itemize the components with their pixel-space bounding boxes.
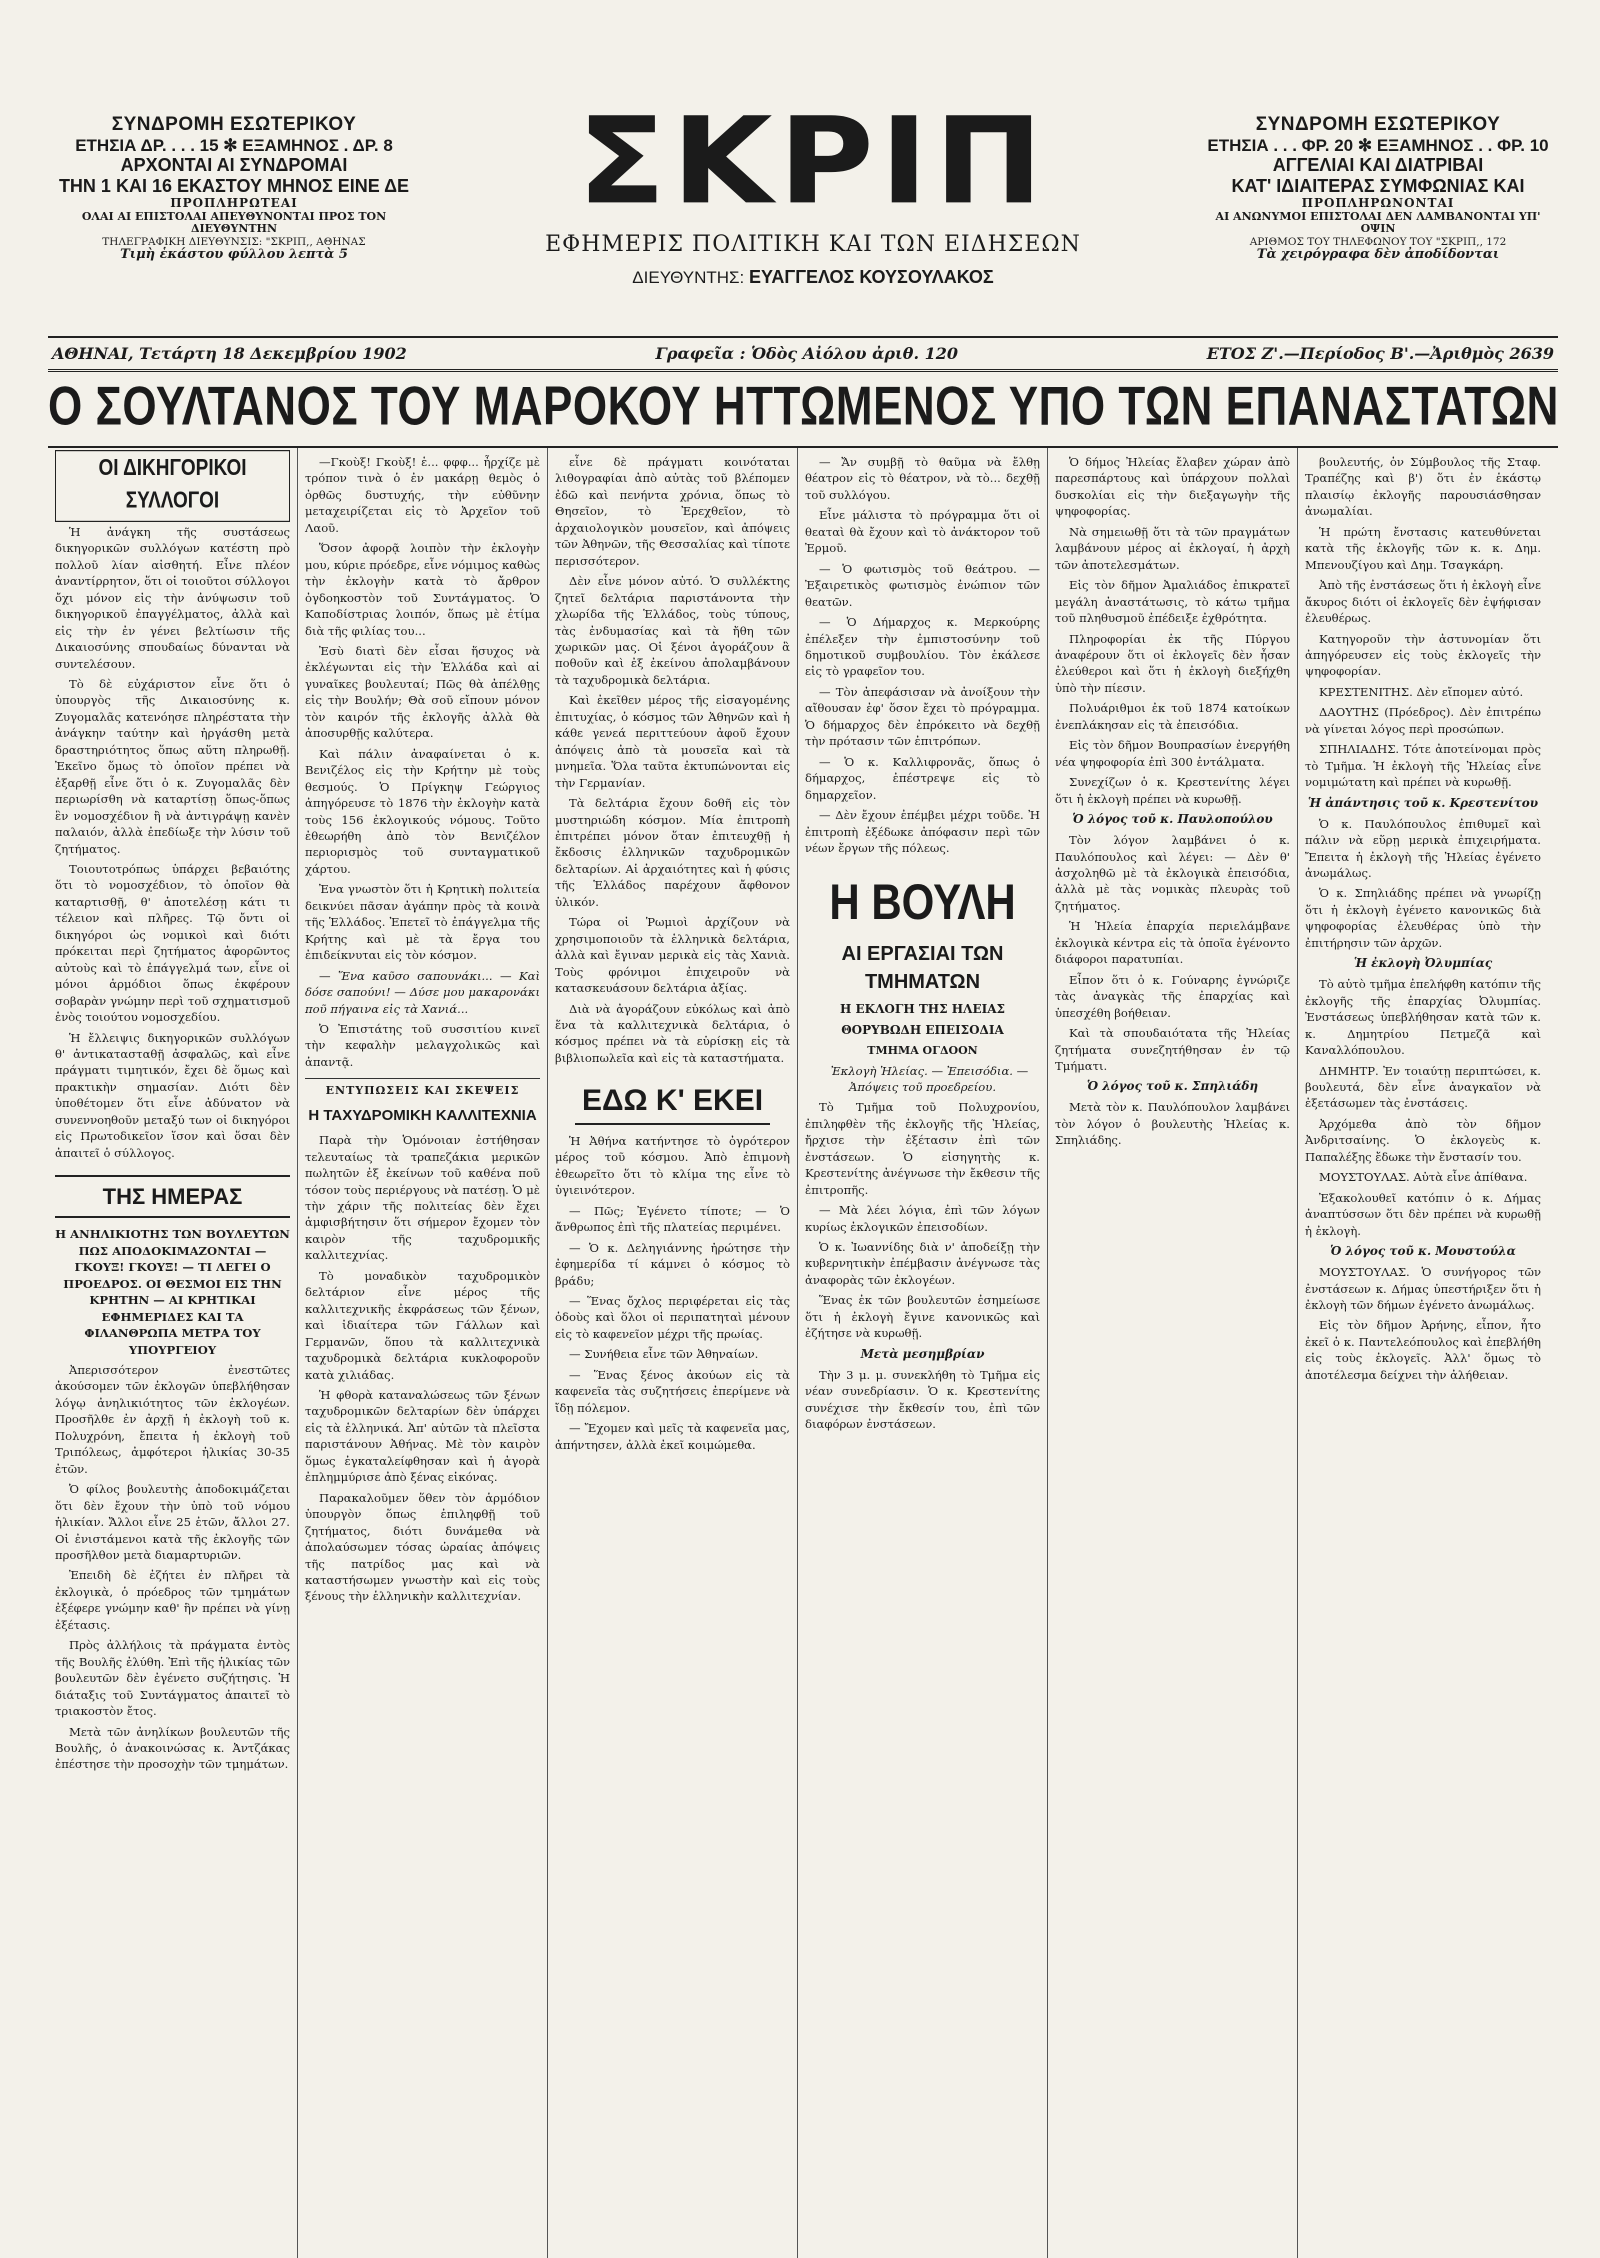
manuscripts-note: Τὰ χειρόγραφα δὲν ἀποδίδονται [1256,246,1500,262]
director-label: ΔΙΕΥΘΥΝΤΗΣ: [632,268,745,287]
section-label: Ὁ λόγος τοῦ κ. Μουστούλα [1330,1244,1516,1259]
column-2 [298,448,548,2258]
paragraph: Ἕνας ἐκ τῶν βουλευτῶν ἐσημείωσε ὅτι ἡ ἐκλογὴ ἔγινε κανονικῶς καὶ ἐζήτησε νὰ κυρωθῇ. [805,1293,1040,1341]
office-address: Γραφεῖα : Ὁδὸς Αἰόλου ἀριθ. 120 [655,344,958,363]
issue-price: Τιμὴ ἑκάστου φύλλου λεπτὰ 5 [120,246,348,262]
paragraph: — Ἔχομεν καὶ μεῖς τὰ καφενεῖα μας, ἀπήντησεν, ἀλλὰ ἐκεῖ κοιμώμεθα. [555,1421,790,1452]
section-label: ΕΝΤΥΠΩΣΕΙΣ ΚΑΙ ΣΚΕΨΕΙΣ [305,1078,540,1099]
paragraph: — Ὁ φωτισμὸς τοῦ θεάτρου. — Ἐξαιρετικὸς φωτισμὸς ἐνώπιον τῶν θεατῶν. [805,561,1040,609]
subscription-rates-right: ΕΤΗΣΙΑ . . . ΦΡ. 20 ✻ ΕΞΑΜΗΝΟΣ . . ΦΡ. 10 [1207,135,1549,155]
paragraph: Πολυάριθμοι ἐκ τοῦ 1874 κατοίκων ἐνεπλάκησαν εἰς τὰ ἐπεισόδια. [1055,701,1290,732]
paragraph: Ὁ δήμος Ἠλείας ἔλαβεν χώραν ἀπὸ παρεσπάρτους καὶ ὑπάρχουν πολλαὶ δυσκολίαι εἰς τὴν διεξαγωγὴν τῆς ψηφοφορίας. [1055,455,1290,519]
paragraph: Ἐξακολουθεῖ κατόπιν ὁ κ. Δήμας ἀναπτύσσων ὅτι δὲν πρέπει νὰ κυρωθῇ ἡ ἐκλογὴ. [1305,1190,1541,1238]
telegraph-address: ΤΗΛΕΓΡΑΦΙΚΗ ΔΙΕΥΘΥΝΣΙΣ: "ΣΚΡΙΠ,, ΑΘΗΝΑΣ [102,235,366,248]
dateline [48,336,1558,372]
paragraph: Ἡ Ἀθήνα κατήντησε τὸ ὀγρότερον μέρος τοῦ κόσμου. Ἀπὸ ἐπιμονὴ ἐθεωρεῖτο ὅτι τὸ κλίμα της εἶνε τὸ ὑγιεινότερον. [555,1133,790,1198]
section-title: ΤΗΣ ΗΜΕΡΑΣ [55,1175,290,1218]
paragraph: Νὰ σημειωθῇ ὅτι τὰ τῶν πραγμάτων λαμβάνουν μέρος αἱ ἐκλογαί, ἡ ἀρχὴ τῶν ἀποτελεσμάτων. [1055,524,1290,572]
paragraph: Τὸ αὐτὸ τμῆμα ἐπελήφθη κατόπιν τῆς ἐκλογῆς τῆς ἐπαρχίας Ὀλυμπίας. Ἐνστάσεως ὑπεβλήθησαν κατὰ τῶν κ. κ. Δημητρίου Πετμεζᾶ καὶ Καναλλόπουλου. [1305,977,1541,1058]
director-line [428,267,1198,288]
director-name: ΕΥΑΓΓΕΛΟΣ ΚΟΥΣΟΥΛΑΚΟΣ [749,267,994,287]
paragraph: Ἀρχόμεθα ἀπὸ τὸν δῆμον Ἀνδριτσαίνης. Ὁ ἐκλογεὺς κ. Παπαλέξης ἔδωκε τὴν ἔνστασίν του. [1305,1116,1541,1164]
paragraph: — Πῶς; Ἐγένετο τίποτε; — Ὁ ἄνθρωπος ἐπὶ τῆς πλατείας περιμένει. [555,1203,790,1235]
paragraph: Κατηγοροῦν τὴν ἀστυνομίαν ὅτι ἀπηγόρευσεν εἰς τοὺς ἐκλογεῖς τὴν ψηφοφορίαν. [1305,631,1541,679]
article-columns [48,446,1558,2258]
paragraph: Μετὰ τῶν ἀνηλίκων βουλευτῶν τῆς Βουλῆς, ὁ ἀνακοινώσας κ. Ἀντζάκας ἐπέστησε τὴν προσοχὴν τῶν τμημάτων. [55,1724,290,1772]
masthead-left-box [54,114,414,263]
main-headline: Ο ΣΟΥΛΤΑΝΟΣ ΤΟΥ ΜΑΡΟΚΟΥ ΗΤΤΩΜΕΝΟΣ ΥΠΟ ΤΩΝ ΕΠΑΝΑΣΤΑΤΩΝ [48,375,1559,437]
paragraph: Ἀπὸ τῆς ἐνστάσεως ὅτι ἡ ἐκλογὴ εἶνε ἄκυρος διότι οἱ ἐκλογεῖς δὲν ἐψήφισαν ἐλευθέρως. [1305,578,1541,626]
article-title: Η ΤΑΧΥΔΡΟΜΙΚΗ ΚΑΛΛΙΤΕΧΝΙΑ [308,1106,537,1124]
paragraph: Ἡ ἀνάγκη τῆς συστάσεως δικηγορικῶν συλλόγων κατέστη πρὸ πολλοῦ λίαν αἰσθητή. Εἶνε πλέον ἀναντίρρητον, ὅτι οἱ τοιοῦτοι σύλλογοι ὄχι μόνον εἰς τὴν ἀνύψωσιν τοῦ δικηγορικοῦ ἐπαγγέλματος, ἀλλὰ καὶ εἰς τὴν ἐν γένει βελτίωσιν τῆς Δικαιοσύνης σπουδαίως δύνανται νὰ συντελέσουν. [55,524,290,671]
subscription-start-date: ΤΗΝ 1 ΚΑΙ 16 ΕΚΑΣΤΟΥ ΜΗΝΟΣ ΕΙΝΕ ΔΕ [58,176,410,197]
column-6 [1298,448,1548,2258]
section-subheading: Η ΑΝΗΛΙΚΙΟΤΗΣ ΤΩΝ ΒΟΥΛΕΥΤΩΝ ΠΩΣ ΑΠΟΔΟΚΙΜΑΖΟΝΤΑΙ — ΓΚΟΥΞ! ΓΚΟΥΞ! — ΤΙ ΛΕΓΕΙ Ο ΠΡΟΕΔΡΟΣ. ΟΙ ΘΕΣΜΟΙ ΕΙΣ ΤΗΝ ΚΡΗΤΗΝ — ΑΙ ΚΡΗΤΙΚΑΙ ΕΦΗΜΕΡΙΔΕΣ ΚΑΙ ΤΑ ΦΙΛΑΝΘΡΩΠΑ ΜΕΤΡΑ ΤΟΥ ΥΠΟΥΡΓΕΙΟΥ [55,1227,290,1357]
paragraph: Τὸ δὲ εὐχάριστον εἶνε ὅτι ὁ ὑπουργὸς τῆς Δικαιοσύνης κ. Ζυγομαλᾶς κατενόησε πληρέστατα τὴν ἀνάγκην ταύτην καὶ ἠργάσθη μετὰ δραστηριότητος ὅπως αὕτη πληρωθῇ. Ἐκεῖνο ὅμως τὸ ὁποῖον πρέπει νὰ ἐξαρθῇ εἶνε ὅτι ὁ κ. Ζυγομαλᾶς δὲν περιωρίσθη νὰ καταρτίσῃ ὅπως-ὅπως ἓν νομοσχέδιον ἢ νὰ ἀντιγράψῃ κανὲν παλαιόν, ἀλλὰ ἐπεδίωξε τὴν λύσιν τοῦ ζητήματος. [55,677,290,856]
paragraph: Εἶπον ὅτι ὁ κ. Γούναρης ἐγνώριζε τὰς ἀναγκὰς τῆς ἐπαρχίας καὶ ὑπεσχέθη βοήθειαν. [1055,972,1290,1020]
masthead-right-box [1198,114,1558,263]
column-1 [48,448,298,2258]
section-subtitle: ΘΟΡΥΒΩΔΗ ΕΠΕΙΣΟΔΙΑ [841,1022,1004,1037]
paragraph: — Ἕνας ὄχλος περιφέρεται εἰς τὰς ὁδοὺς καὶ ὅλοι οἱ περιπατηταὶ μένουν εἰς τὸ καφενεῖον μέχρι τῆς πρωίας. [555,1293,790,1341]
paragraph: —Γκοὺξ! Γκοὺξ! ἑ... φφφ... ἦρχίζε μὲ τρόπον τινὰ ὁ ἐν μακάρῃ θεμὸς ὁ ὀρθῶς δυστυχής, τὴν εὐθῦνην μεταχειρίζεται εἰς τὸ Ἀρχεῖον τοῦ Λαοῦ. [305,455,540,535]
paragraph: Καὶ πάλιν ἀναφαίνεται ὁ κ. Βενιζέλος εἰς τὴν Κρήτην μὲ τοὺς θεσμούς. Ὁ Πρίγκηψ Γεώργιος ἀπηγόρευσε τὸ 1876 τὴν ἐκλογὴν κατὰ τοὺς 156 ἐκλογικούς νόμους. Τοῦτο ἐθεωρήθη ἀπὸ τὸν Βενιζέλον περιορισμὸς τοῦ συνταγματικοῦ χάρτου. [305,746,540,876]
paragraph: εἶνε δὲ πράγματι κοινόταται λιθογραφίαι ἀπὸ αὐτὰς τοῦ βλέπομεν ἐδῶ καὶ πενήντα χρόνια, ὅπως τὸ Θησεῖον, τὸ Ἐρεχθεῖον, τὸ ἀρχαιολογικὸν μουσεῖον, καὶ ἀπόψεις τῶν Ἀθηνῶν, τῆς Θεσσαλίας καὶ τίποτε περισσότερον. [555,455,790,568]
paragraph: Ἐνα γνωστὸν ὅτι ἡ Κρητικὴ πολιτεία δεικνύει πᾶσαν ἀγάπην πρὸς τὰ κοινὰ τῆς Ἑλλάδος. Ἐπετεῖ τὸ ἐπάγγελμα τῆς Κρήτης καὶ μὲ τὰ ἔργα του ἐπιδείκνυται εἰς τὸν κόσμον. [305,882,540,963]
paragraph: ΔΗΜΗΤΡ. Ἐν τοιαύτῃ περιπτώσει, κ. βουλευτά, δὲν εἶνε ἀναγκαῖον νὰ ἐξετάσωμεν τὰς ἐνστάσεις. [1305,1063,1541,1111]
paragraph: — Ὁ κ. Δεληγιάννης ἠρώτησε τὴν ἐφημερίδα τί κάμνει ὁ κόσμος τὸ βράδυ; [555,1240,790,1288]
paragraph: ΚΡΕΣΤΕΝΙΤΗΣ. Δὲν εἴπομεν αὐτό. [1319,684,1524,699]
paragraph: Εἶνε μάλιστα τὸ πρόγραμμα ὅτι οἱ θεαταὶ θὰ ἔχουν καὶ τὸ ἀνάκτορον τοῦ Ἐρμοῦ. [805,508,1040,556]
paragraph: Πληροφορίαι ἐκ τῆς Πύργου ἀναφέρουν ὅτι οἱ ἐκλογεῖς δὲν ἦσαν ἐλεύθεροι καὶ ὅτι ἡ ἐκλογὴ διεξήχθη ὑπὸ τὴν πίεσιν. [1055,631,1290,695]
paragraph: Τὸ μοναδικὸν ταχυδρομικὸν δελτάριον εἶνε μέρος τῆς καλλιτεχνικῆς ἐκφράσεως τῶν ξένων, καὶ ἰδιαίτερα τῶν Γάλλων καὶ Γερμανῶν, ὅπου τὰ καλλιτεχνικὰ ταχυδρομικὰ δελτάρια κυκλοφοροῦν κατὰ χιλιάδας. [305,1268,540,1382]
section-title: ΕΔΩ Κ' ΕΚΕΙ [575,1080,770,1125]
section-label: Ὁ λόγος τοῦ κ. Σπηλιάδη [1086,1079,1259,1094]
paragraph: Τὴν 3 μ. μ. συνεκλήθη τὸ Τμῆμα εἰς νέαν συνεδρίασιν. Ὁ κ. Κρεστενίτης συνέχισε τὴν ἔκθεσίν του, ἐπὶ τῶν διαφόρων ἐνστάσεων. [805,1367,1040,1432]
subscription-rates: ΕΤΗΣΙΑ ΔΡ. . . . 15 ✻ ΕΞΑΜΗΝΟΣ . ΔΡ. 8 [75,135,393,155]
paragraph: — Ὁ Δήμαρχος κ. Μερκούρης ἐπέλεξεν τὴν ἐμπιστοσύνην τοῦ δημοτικοῦ συμβουλίου. Τὸν ἐκάλεσε εἰς τὸ γραφεῖον του. [805,615,1040,679]
prepaid-note-right: ΠΡΟΠΛΗΡΩΝΟΝΤΑΙ [1301,195,1455,210]
paragraph: Ὁ κ. Παυλόπουλος ἐπιθυμεῖ καὶ πάλιν νὰ εὕρῃ μερικὰ ἐπιχειρήματα. Ἔπειτα ἡ ἐκλογὴ τῆς Ἠλείας ἐγένετο ἀνωμάλως. [1305,816,1541,880]
paragraph: — Μὰ λέει λόγια, ἐπὶ τῶν λόγων κυρίως ἐκλογικῶν ἐπεισοδίων. [805,1203,1040,1234]
section-label: ΤΜΗΜΑ ΟΓΔΟΟΝ [867,1043,978,1057]
ads-heading: ΑΓΓΕΛΙΑΙ ΚΑΙ ΔΙΑΤΡΙΒΑΙ [1272,155,1484,176]
paragraph: Συνεχίζων ὁ κ. Κρεστενίτης λέγει ὅτι ἡ ἐκλογὴ πρέπει νὰ κυρωθῇ. [1055,775,1290,806]
paragraph: Τὰ δελτάρια ἔχουν δοθῆ εἰς τὸν μυστηριώδη κόσμον. Μία ἐπιτροπὴ ἐπιτρέπει μόνον ὅταν ἐπιτευχθῇ ἡ ἔκδοσις ἑλληνικῶν ταχυδρομικῶν δελταρίων. Αἱ ἀρχαιότητες καὶ ἡ φύσις τῆς Ἑλλάδος παρέχουν ἄφθονον ὑλικόν. [555,796,790,909]
paragraph: ΔΑΟΥΤΗΣ (Πρόεδρος). Δὲν ἐπιτρέπω νὰ γίνεται λόγος περὶ προσώπων. [1305,705,1541,736]
issue-number: ΕΤΟΣ Ζ'.—Περίοδος Β'.—Ἀριθμὸς 2639 [1206,344,1554,363]
paragraph: Ἡ ἔλλειψις δικηγορικῶν συλλόγων θ' ἀντικατασταθῇ ἀσφαλῶς, καὶ εἶνε πράγματι τιμητικόν, ἔχει δὲ ὅμως καὶ πρακτικὴν σημασίαν. Διότι δὲν ὑποθέτομεν ὅτι εἶνε ἀδύνατον νὰ συνεννοηθοῦν μεταξύ των οἱ δικηγόροι εἰς Πρωτοδικεῖον ἵσον καὶ ὅσαι δὲν ἀπαιτεῖ ὁ σύλλογος. [55,1030,290,1160]
paragraph: — Ἕνας ξένος ἀκούων εἰς τὰ καφενεῖα τὰς συζητήσεις ἐπερίμενε νὰ ἴδῃ πόλεμον. [555,1367,790,1415]
paragraph: Ἐσὺ διατὶ δὲν εἶσαι ἥσυχος νὰ ἐκλέγωνται εἰς τὴν Ἑλλάδα καὶ αἱ γυναῖκες βουλευταί; Πῶς θὰ ἀπέλθῃς εἰς τὴν Βουλήν; Θὰ σοῦ εἴπουν μόνον τὸν καιρόν τῆς ἐκλογῆς ἀλλὰ θὰ ἀποσυρθῇς καλύτερα. [305,643,540,741]
paragraph: Μετὰ τὸν κ. Παυλόπουλον λαμβάνει τὸν λόγον ὁ βουλευτὴς Ἠλείας κ. Σπηλιάδης. [1055,1100,1290,1148]
paragraph: Ὁ κ. Σπηλιάδης πρέπει νὰ γνωρίζῃ ὅτι ἡ ἐκλογὴ ἐγένετο κανονικῶς διὰ ψηφοφορίας ἐλευθέρας ὑπὸ τὴν ἐπιτήρησιν τῶν ἀρχῶν. [1305,886,1541,950]
paragraph: Διὰ νὰ ἀγοράζουν εὐκόλως καὶ ἀπὸ ἕνα τὰ καλλιτεχνικὰ δελτάρια, ὁ κόσμος πρέπει νὰ τὰ εὑρίσκῃ εἰς τὰ βιβλιοπωλεῖα καὶ εἰς τὰ καταστήματα. [555,1001,790,1065]
subscription-heading-right: ΣΥΝΔΡΟΜΗ ΕΣΩΤΕΡΙΚΟΥ [1255,114,1501,135]
paragraph: Εἰς τὸν δῆμον Ἀμαλιάδος ἐπικρατεῖ μεγάλη ἀναστάτωσις, τὸ κάτω τμῆμα τοῦ πληθυσμοῦ ἐπέδειξε ἐχθρότητα. [1055,578,1290,626]
column-5 [1048,448,1298,2258]
column-4 [798,448,1048,2258]
section-subtitle: Η ΕΚΛΟΓΗ ΤΗΣ ΗΛΕΙΑΣ [839,1001,1006,1016]
paragraph: Καὶ τὰ σπουδαιότατα τῆς Ἠλείας ζητήματα συνεζητήθησαν ἐν τῷ Τμήματι. [1055,1026,1290,1073]
verse: — Ἕνα καῦσο σαπουνάκι... — Καὶ δόσε σαπούνι! — Δύσε μου μακαρονάκι ποῦ πήγαινα εἰς τὰ Χανιά... [305,968,540,1016]
paragraph: Εἰς τὸν δῆμον Βουπρασίων ἐνεργήθη νέα ψηφοφορία ἐπὶ 300 ἐντάλματα. [1055,738,1290,769]
prepaid-note: ΠΡΟΠΛΗΡΩΤΕΑΙ [170,195,298,210]
paragraph: Τοιουτοτρόπως ὑπάρχει βεβαιότης ὅτι τὸ νομοσχέδιον, τὸ ὁποῖον θὰ καταρτισθῇ, θ' ἀποτελέσῃ κάτι τι τέλειον καὶ πλῆρες. Τῷ ὄντι οἱ δικηγόροι ὡς νομικοὶ καὶ διότι πρόκειται περὶ ζητήματος ἀφορῶντος αὐτοὺς καὶ τὸ ἐπάγγελμά των, εἶνε οἱ μόνοι ἁρμόδιοι ὅπως ἐκφέρουν σοβαρὰν γνώμην περὶ τοῦ σχηματισμοῦ ἑνὸς τοιούτου νομοσχεδίου. [55,862,290,1025]
newspaper-logo: ΣΚΡΙΠ [577,91,1049,231]
paragraph: Ἐπειδὴ δὲ ἐζήτει ἐν πλῆρει τὰ ἐκλογικὰ, ὁ πρόεδρος τῶν τμημάτων ἐξέφερε γνώμην καθ' ἣν πρέπει νὰ γίνῃ ἐξέτασις. [55,1568,290,1632]
paragraph: Δὲν εἶνε μόνον αὐτό. Ὁ συλλέκτης ζητεῖ δελτάρια παριστάνοντα τὴν χλωρίδα τῆς Ἑλλάδος, τοὺς τύπους, τὰς ἐνδυμασίας καὶ τὰ ἤθη τῶν χωρικῶν μας. Οἱ ξένοι ἀγοράζουν ἃ ποθοῦν καὶ ἐξ ἐκείνου ἀπολαμβάνουν τὰ ταχυδρομικὰ δελτάρια. [555,574,790,687]
article-title: ΟΙ ΔΙΚΗΓΟΡΙΚΟΙ ΣΥΛΛΟΓΟΙ [55,450,290,522]
paragraph: Εἰς τὸν δῆμον Ἀρήνης, εἶπον, ἦτο ἐκεῖ ὁ κ. Παντελεόπουλος καὶ ἐπεβλήθη εἰς τοὺς ἐκλογεῖς. Ἀλλ' ὅμως τὸ ἀποτέλεσμα δείχνει τὴν ἀλήθειαν. [1305,1318,1541,1382]
subscription-heading: ΣΥΝΔΡΟΜΗ ΕΣΩΤΕΡΙΚΟΥ [111,114,357,135]
paragraph: Παρὰ τὴν Ὁμόνοιαν ἐστήθησαν τελευταίως τὰ τραπεζάκια μερικῶν πωλητῶν ἐξ ἐκείνων τοῦ καθένα ποῦ τόσον τοὺς περιέργους νὰ πατέσῃ. Ὁ μὲ τὴν χάριν τῆς πολιτείας δὲν ἔχει ἀμφισβήτησιν ὅτι σήμερον ἔχομεν τὸν καιρὸν τῆς ταχυδρομικῆς καλλιτεχνίας. [305,1133,540,1263]
paragraph: ΣΠΗΛΙΑΔΗΣ. Τότε ἀποτείνομαι πρὸς τὸ Τμῆμα. Ἡ ἐκλογὴ τῆς Ἠλείας εἶνε νομιμώτατη καὶ πρέπει νὰ κυρωθῇ. [1305,742,1541,790]
paragraph: Τὸν λόγον λαμβάνει ὁ κ. Παυλόπουλος καὶ λέγει: — Δὲν θ' ἀσχοληθῶ μὲ τὰ ἐκλογικὰ ἐπεισόδια, ἀλλὰ μὲ τὰς νομικὰς πλευρὰς τοῦ ζητήματος. [1055,833,1290,913]
paragraph: Ὁ κ. Ἰωαννίδης διὰ ν' ἀποδείξῃ τὴν κυβερνητικὴν ἐπέμβασιν ἀνέγνωσε τὰς ἀναφορὰς τῶν ἐκλογέων. [805,1240,1040,1287]
paragraph: βουλευτής, ὁν Σύμβουλος τῆς Σταφ. Τραπέζης καὶ β') ὅτι ἐν ἑκάστῳ πλαισίῳ ἐκλογῆς παρουσιάσθησαν ἀνωμαλίαι. [1305,455,1541,519]
paragraph: Ἡ πρώτη ἔνστασις κατευθύνεται κατὰ τῆς ἐκλογῆς τῶν κ. κ. Δημ. Μπενουζίγου καὶ Δημ. Τσαγκάρη. [1305,524,1541,572]
paragraph: — Ἄν συμβῇ τὸ θαῦμα νὰ ἔλθῃ θέατρον εἰς τὸ θέατρον, νὰ τὸ... δεχθῇ τοῦ συλλόγου. [805,455,1040,502]
paragraph: — Ὁ κ. Καλλιφρονᾶς, ὅπως ὁ δήμαρχος, ἐπέστρεψε εἰς τὸ δημαρχεῖον. [805,754,1040,802]
paragraph: ΜΟΥΣΤΟΥΛΑΣ. Ὁ συνήγορος τῶν ἐνστάσεων κ. Δήμας ὑπεστήριξεν ὅτι ἡ ἐκλογὴ τῶν δήμων ἐγένετο ἀνωμάλως. [1305,1265,1541,1313]
paragraph: ΜΟΥΣΤΟΥΛΑΣ. Αὐτὰ εἶνε ἀπίθανα. [1319,1170,1528,1185]
column-3 [548,448,798,2258]
paragraph: Ὅσον ἀφορᾷ λοιπὸν τὴν ἐκλογὴν μου, κύριε πρόεδρε, εἶνε νόμιμος καθὼς τὴν ἐκλογὴν κατὰ τὸ ἄρθρον ὀγδοηκοστὸν τοῦ Συντάγματος. Ὁ Καποδίστριας λοιπόν, ὅπως μὲ ἐτίμα διὰ τῆς φιλίας του... [305,541,540,638]
letters-note: ΟΛΑΙ ΑΙ ΕΠΙΣΤΟΛΑΙ ΑΠΕΥΘΥΝΟΝΤΑΙ ΠΡΟΣ ΤΟΝ ΔΙΕΥΘΥΝΤΗΝ [81,209,387,236]
masthead [48,91,1558,336]
paragraph: Τὸ Τμῆμα τοῦ Πολυχρονίου, ἐπιληφθὲν τῆς ἐκλογῆς τῆς Ἠλείας, ἤρχισε τὴν ἐξέτασιν ἐπὶ τῶν ἐνστάσεων. Ὁ εἰσηγητὴς κ. Κρεστενίτης ἀνέγνωσε τὴν ἔκθεσιν τῆς ἐπιτροπῆς. [805,1100,1040,1197]
title-block [428,91,1198,288]
paragraph: Παρακαλοῦμεν ὅθεν τὸν ἁρμόδιον ὑπουργὸν ὅπως ἐπιληφθῇ τοῦ ζητήματος, διότι δυνάμεθα νὰ ἀπολαύσωμεν τόσας ὡραίας ἀπόψεις τῆς πατρίδος μας καὶ νὰ καταστήσωμεν γνωστὴν καὶ εἰς τοὺς ξένους τὴν ἑλληνικὴν καλλιτεχνίαν. [305,1490,540,1604]
newspaper-subtitle: ΕΦΗΜΕΡΙΣ ΠΟΛΙΤΙΚΗ ΚΑΙ ΤΩΝ ΕΙΔΗΣΕΩΝ [545,232,1081,257]
section-label: Μετὰ μεσημβρίαν [860,1346,985,1361]
paragraph: Τώρα οἱ Ῥωμιοὶ ἀρχίζουν νὰ χρησιμοποιοῦν τὰ ἑλληνικὰ δελτάρια, ἀλλὰ καὶ ἔγιναν μερικὰ εἰς τὰς Χανιὰ. Τοὺς φρόνιμοι ἐπιχειροῦν νὰ κατασκευάσουν δελτάρια ἀξίας. [555,915,790,996]
section-label: Ἡ ἀπάντησις τοῦ κ. Κρεστενίτου [1307,795,1539,810]
paragraph: — Δὲν ἔχουν ἐπέμβει μέχρι τοῦδε. Ἠ ἐπιτροπὴ ἐξέδωκε ἀπόφασιν περὶ τῶν νέων ἔργων τῆς πόλεως. [805,808,1040,855]
paragraph: — Συνήθεια εἶνε τῶν Ἀθηναίων. [569,1347,759,1362]
section-title: Η ΒΟΥΛΗ [829,873,1016,931]
section-label: Ἡ ἐκλογὴ Ὀλυμπίας [1353,956,1493,971]
section-label: Ὁ λόγος τοῦ κ. Παυλοπούλου [1072,812,1273,827]
phone-number: ΑΡΙΘΜΟΣ ΤΟΥ ΤΗΛΕΦΩΝΟΥ ΤΟΥ "ΣΚΡΙΠ,, 172 [1249,235,1507,248]
paragraph: — Τὸν ἀπεφάσισαν νὰ ἀνοίξουν τὴν αἴθουσαν ἐφ' ὅσον ἔχει τὸ πρόγραμμα. Ὁ δήμαρχος δὲν ἐπρόκειτο νὰ δεχθῇ τὴν πρότασιν τῶν ἐπιτρόπων. [805,684,1040,749]
paragraph: Ἐκλογὴ Ἠλείας. — Ἐπεισόδια. — Ἀπόψεις τοῦ προεδρείου. [830,1063,1029,1094]
paragraph: Καὶ ἐκεῖθεν μέρος τῆς εἰσαγομένης ἐπιτυχίας, ὁ κόσμος τῶν Ἀθηνῶν καὶ ἡ κάθε γενεά περιττεύουν ἀφοῦ ἔχουν ἀπόψεις ἀπὸ τὰ μουσεῖα καὶ τὰ μνημεῖα. Ὅλα ταῦτα ἐκτυπώνονται εἰς τὴν Γερμανίαν. [555,693,790,790]
paragraph: Πρὸς ἀλλήλοις τὰ πράγματα ἐντὸς τῆς Βουλῆς ἐλύθη. Ἐπὶ τῆς ἡλικίας τῶν βουλευτῶν δὲν ἐγένετο συζήτησις. Ἡ διάταξις τοῦ Συντάγματος ἀπαιτεῖ τὸ τριακοστὸν ἔτος. [55,1638,290,1719]
paragraph: Ἡ Ἠλεία ἐπαρχία περιελάμβανε ἐκλογικὰ κέντρα εἰς τὰ ὁποῖα ἐγένοντο διάφοροι παρατυπίαι. [1055,919,1290,967]
paragraph: Ὁ Ἐπιστάτης τοῦ συσσιτίου κινεῖ τὴν κεφαλὴν μελαγχολικῶς καὶ ἀπαντᾷ. [305,1021,540,1069]
paragraph: Ἡ φθορὰ καταναλώσεως τῶν ξένων ταχυδρομικῶν δελταρίων δὲν ὑπάρχει εἰς τὰ ἑλληνικά. Ἀπ' αὐτῶν τὰ πλεῖστα παριστάνουν Ἀθήνας. Μὲ τὸν καιρὸν ὅμως ἐγκαταλείφθησαν καὶ ἡ ἀγορὰ ἐπλημμύρισε ἀπὸ ξένας εἰκόνας. [305,1388,540,1485]
anonymous-letters-note: ΑΙ ΑΝΩΝΥΜΟΙ ΕΠΙΣΤΟΛΑΙ ΔΕΝ ΛΑΜΒΑΝΟΝΤΑΙ ΥΠ' ΟΨΙΝ [1215,209,1541,236]
subscription-start: ΑΡΧΟΝΤΑΙ ΑΙ ΣΥΝΔΡΟΜΑΙ [120,155,348,176]
issue-date: ΑΘΗΝΑΙ, Τετάρτη 18 Δεκεμβρίου 1902 [52,344,407,363]
paragraph: Ὁ φίλος βουλευτὴς ἀποδοκιμάζεται ὅτι δὲν ἔχουν τὴν ὑπὸ τοῦ νόμου ἡλικίαν. Ἄλλοι εἶνε 25 ἐτῶν, ἄλλοι 27. Οἱ ἐνιστάμενοι κατὰ τῆς ἐκλογῆς τῶν προσῆλθον μετὰ διαμαρτυριῶν. [55,1482,290,1562]
paragraph: Ἀπερισσότερον ἐνεστῶτες ἀκούσομεν τῶν ἐκλογῶν ὑπεβλήθησαν λόγῳ ἀνηλικιότητος τῶν ἐκλογέων. Προσῆλθε ἐν ἀρχῇ ἡ ἐκλογὴ τοῦ κ. Πολυχρόνη, ἔπειτα ἡ ἐκλογὴ τοῦ Τριπόλεως, ἀμφότεροι ἡλικίας 30-35 ἐτῶν. [55,1363,290,1476]
ads-agreement: ΚΑΤ' ΙΔΙΑΙΤΕΡΑΣ ΣΥΜΦΩΝΙΑΣ ΚΑΙ [1231,176,1525,197]
section-subtitle: ΑΙ ΕΡΓΑΣΙΑΙ ΤΩΝ ΤΜΗΜΑΤΩΝ [841,943,1004,994]
